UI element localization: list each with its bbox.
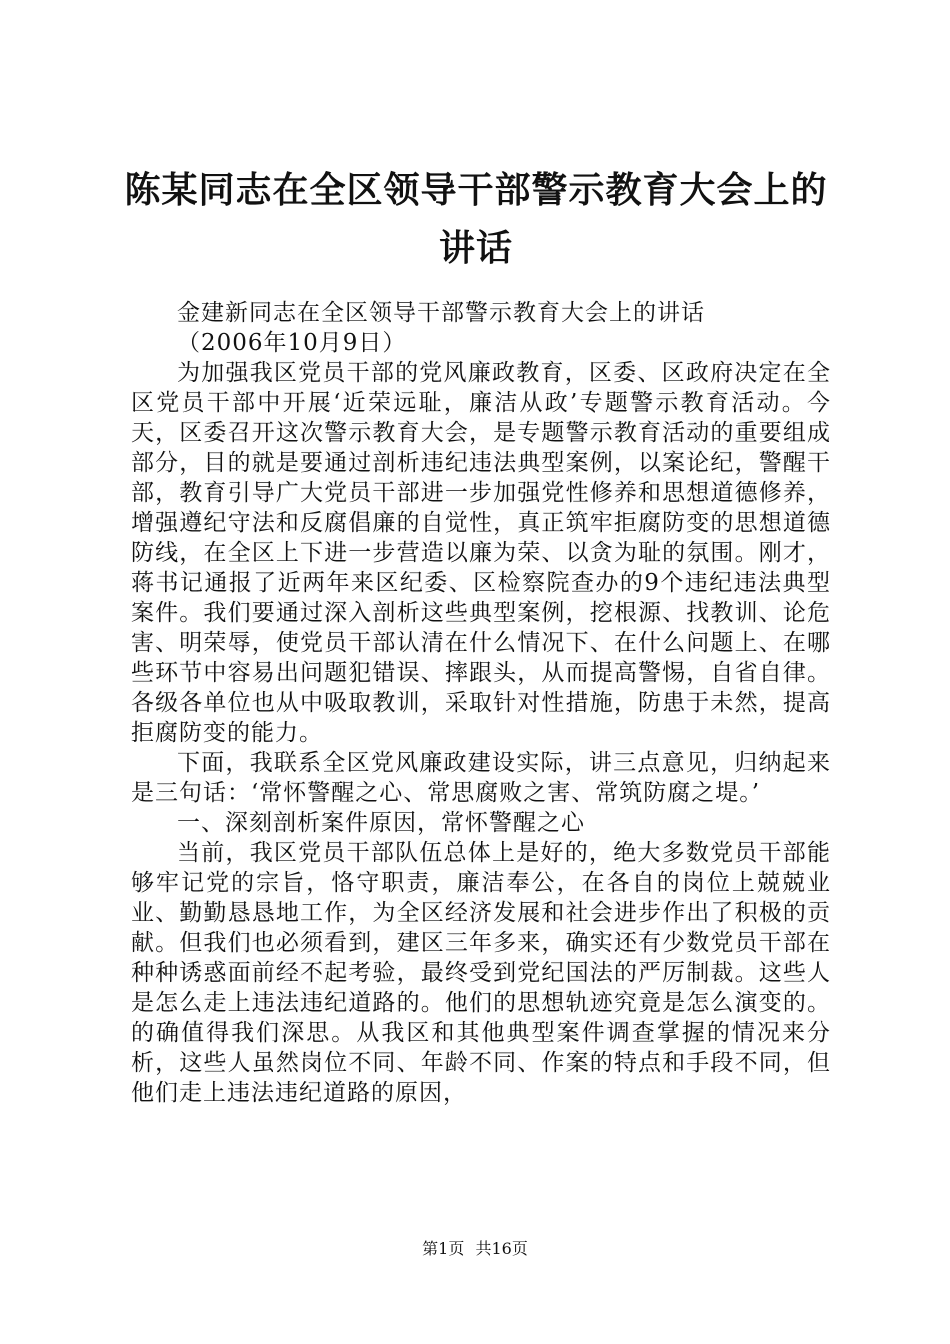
page-total: 共16页	[475, 1239, 528, 1258]
subtitle-paragraph: 金建新同志在全区领导干部警示教育大会上的讲话	[177, 300, 705, 326]
body-paragraph: 当前，我区党员干部队伍总体上是好的，绝大多数党员干部能够牢记党的宗旨，恪守职责，廉洁奉公，在各自的岗位上兢兢业业、勤勤恳恳地工作，为全区经济发展和社会进步作出了积极的贡献。但我们也必须看到，建区三年多来，确实还有少数党员干部在种种诱惑面前经不起考验，最终受到党纪国法的严厉制裁。这些人是怎么走上违法违纪道路的。他们的思想轨迹究竟是怎么演变的。的确值得我们深思。从我区和其他典型案件调查掌握的情况来分析，这些人虽然岗位不同、年龄不同、作案的特点和手段不同，但他们走上违法违纪道路的原因，	[131, 840, 831, 1106]
page-number: 第1页	[422, 1239, 465, 1258]
document-body	[131, 298, 831, 1108]
date-paragraph: （2006年10月9日）	[177, 330, 407, 356]
body-paragraph: 下面，我联系全区党风廉政建设实际，讲三点意见，归纳起来是三句话：‘常怀警醒之心、常思腐败之害、常筑防腐之堤。’	[131, 750, 831, 806]
document-title: 陈某同志在全区领导干部警示教育大会上的讲话	[124, 170, 828, 269]
section-heading: 一、深刻剖析案件原因，常怀警醒之心	[177, 810, 585, 836]
body-paragraph: 为加强我区党员干部的党风廉政教育，区委、区政府决定在全区党员干部中开展‘近荣远耻，廉洁从政’专题警示教育活动。今天，区委召开这次警示教育大会，是专题警示教育活动的重要组成部分，目的就是要通过剖析违纪违法典型案例，以案论纪，警醒干部，教育引导广大党员干部进一步加强党性修养和思想道德修养，增强遵纪守法和反腐倡廉的自觉性，真正筑牢拒腐防变的思想道德防线，在全区上下进一步营造以廉为荣、以贪为耻的氛围。刚才，蒋书记通报了近两年来区纪委、区检察院查办的9个违纪违法典型案件。我们要通过深入剖析这些典型案例，挖根源、找教训、论危害、明荣辱，使党员干部认清在什么情况下、在什么问题上、在哪些环节中容易出问题犯错误、摔跟头，从而提高警惕，自省自律。各级各单位也从中吸取教训，采取针对性措施，防患于未然，提高拒腐防变的能力。	[131, 360, 831, 746]
page-footer	[0, 1239, 950, 1259]
